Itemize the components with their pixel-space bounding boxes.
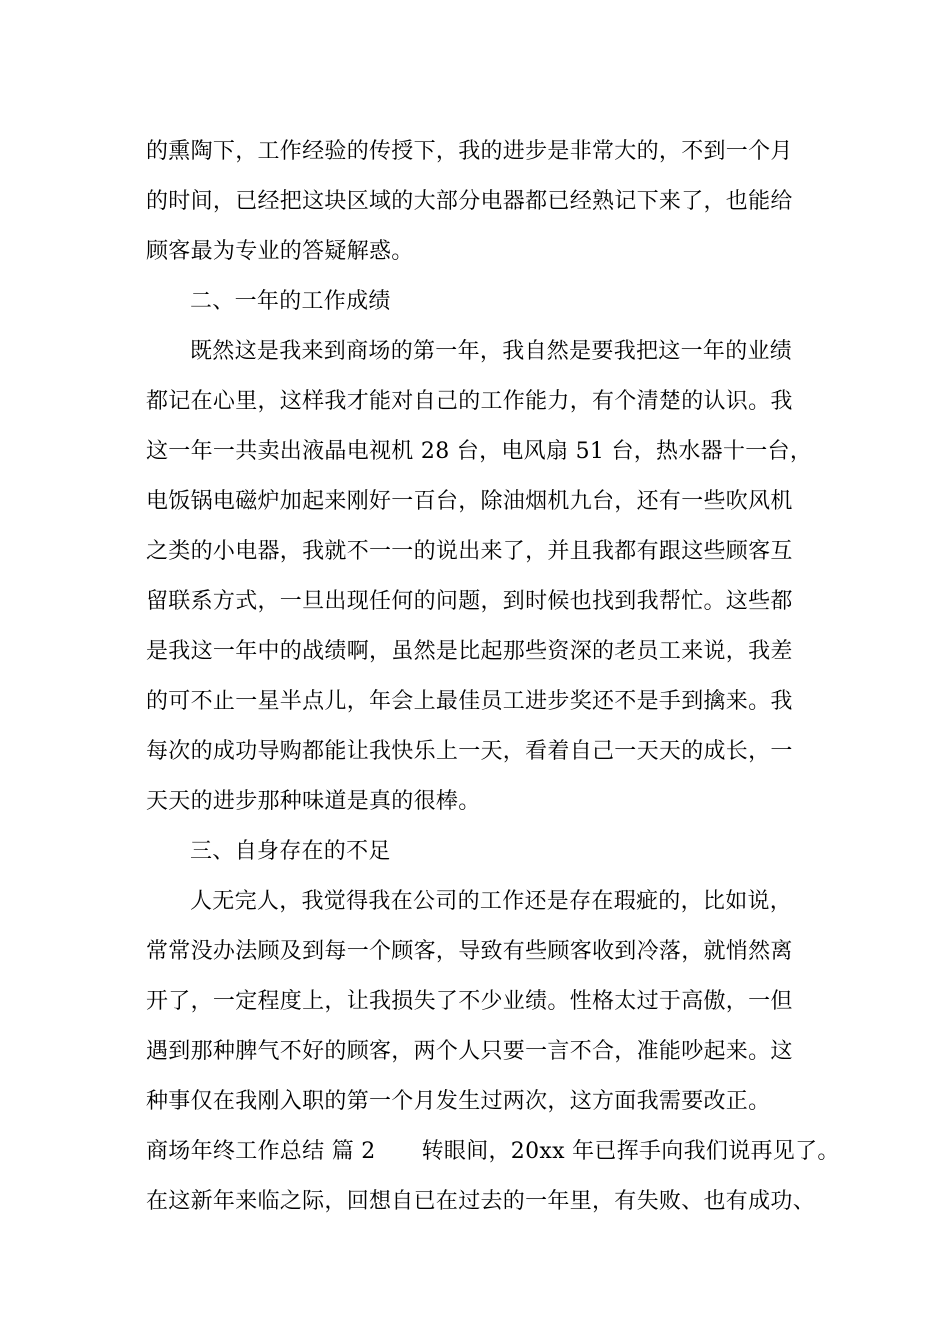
paragraph-line: 在这新年来临之际，回想自已在过去的一年里，有失败、也有成功、 — [146, 1189, 816, 1214]
paragraph-line: 之类的小电器，我就不一一的说出来了，并且我都有跟这些顾客互 — [146, 539, 793, 564]
article-title-line — [146, 1137, 840, 1167]
paragraph-line: 遇到那种脾气不好的顾客，两个人只要一言不合，准能吵起来。这 — [146, 1039, 793, 1064]
paragraph-line: 顾客最为专业的答疑解惑。 — [146, 239, 414, 264]
paragraph-line: 是我这一年中的战绩啊，虽然是比起那些资深的老员工来说，我差 — [146, 639, 793, 664]
paragraph-line: 种事仅在我刚入职的第一个月发生过两次，这方面我需要改正。 — [146, 1089, 771, 1114]
paragraph-line: 都记在心里，这样我才能对自己的工作能力，有个清楚的认识。我 — [146, 389, 793, 414]
paragraph-line: 常常没办法顾及到每一个顾客，导致有些顾客收到冷落，就悄然离 — [146, 939, 793, 964]
section-heading: 二、一年的工作成绩 — [190, 289, 391, 314]
section-heading: 三、自身存在的不足 — [190, 839, 391, 864]
paragraph-line: 留联系方式，一旦出现任何的问题，到时候也找到我帮忙。这些都 — [146, 589, 793, 614]
paragraph-line: 天天的进步那种味道是真的很棒。 — [146, 789, 481, 814]
paragraph-line: 转眼间，20xx 年已挥手向我们说再见了。 — [421, 1139, 840, 1164]
article-title: 商场年终工作总结 篇 2 — [146, 1139, 376, 1164]
paragraph-line: 人无完人，我觉得我在公司的工作还是存在瑕疵的，比如说， — [190, 889, 793, 914]
paragraph-line: 既然这是我来到商场的第一年，我自然是要我把这一年的业绩 — [190, 339, 793, 364]
paragraph-line: 开了，一定程度上，让我损失了不少业绩。性格太过于高傲，一但 — [146, 989, 793, 1014]
paragraph-line: 的熏陶下，工作经验的传授下，我的进步是非常大的，不到一个月 — [146, 139, 793, 164]
paragraph-line: 的可不止一星半点儿，年会上最佳员工进步奖还不是手到擒来。我 — [146, 689, 793, 714]
paragraph-line: 这一年一共卖出液晶电视机 28 台，电风扇 51 台，热水器十一台， — [146, 439, 813, 464]
paragraph-line: 每次的成功导购都能让我快乐上一天，看着自己一天天的成长，一 — [146, 739, 793, 764]
paragraph-line: 电饭锅电磁炉加起来刚好一百台，除油烟机九台，还有一些吹风机 — [146, 489, 793, 514]
paragraph-line: 的时间，已经把这块区域的大部分电器都已经熟记下来了，也能给 — [146, 189, 793, 214]
